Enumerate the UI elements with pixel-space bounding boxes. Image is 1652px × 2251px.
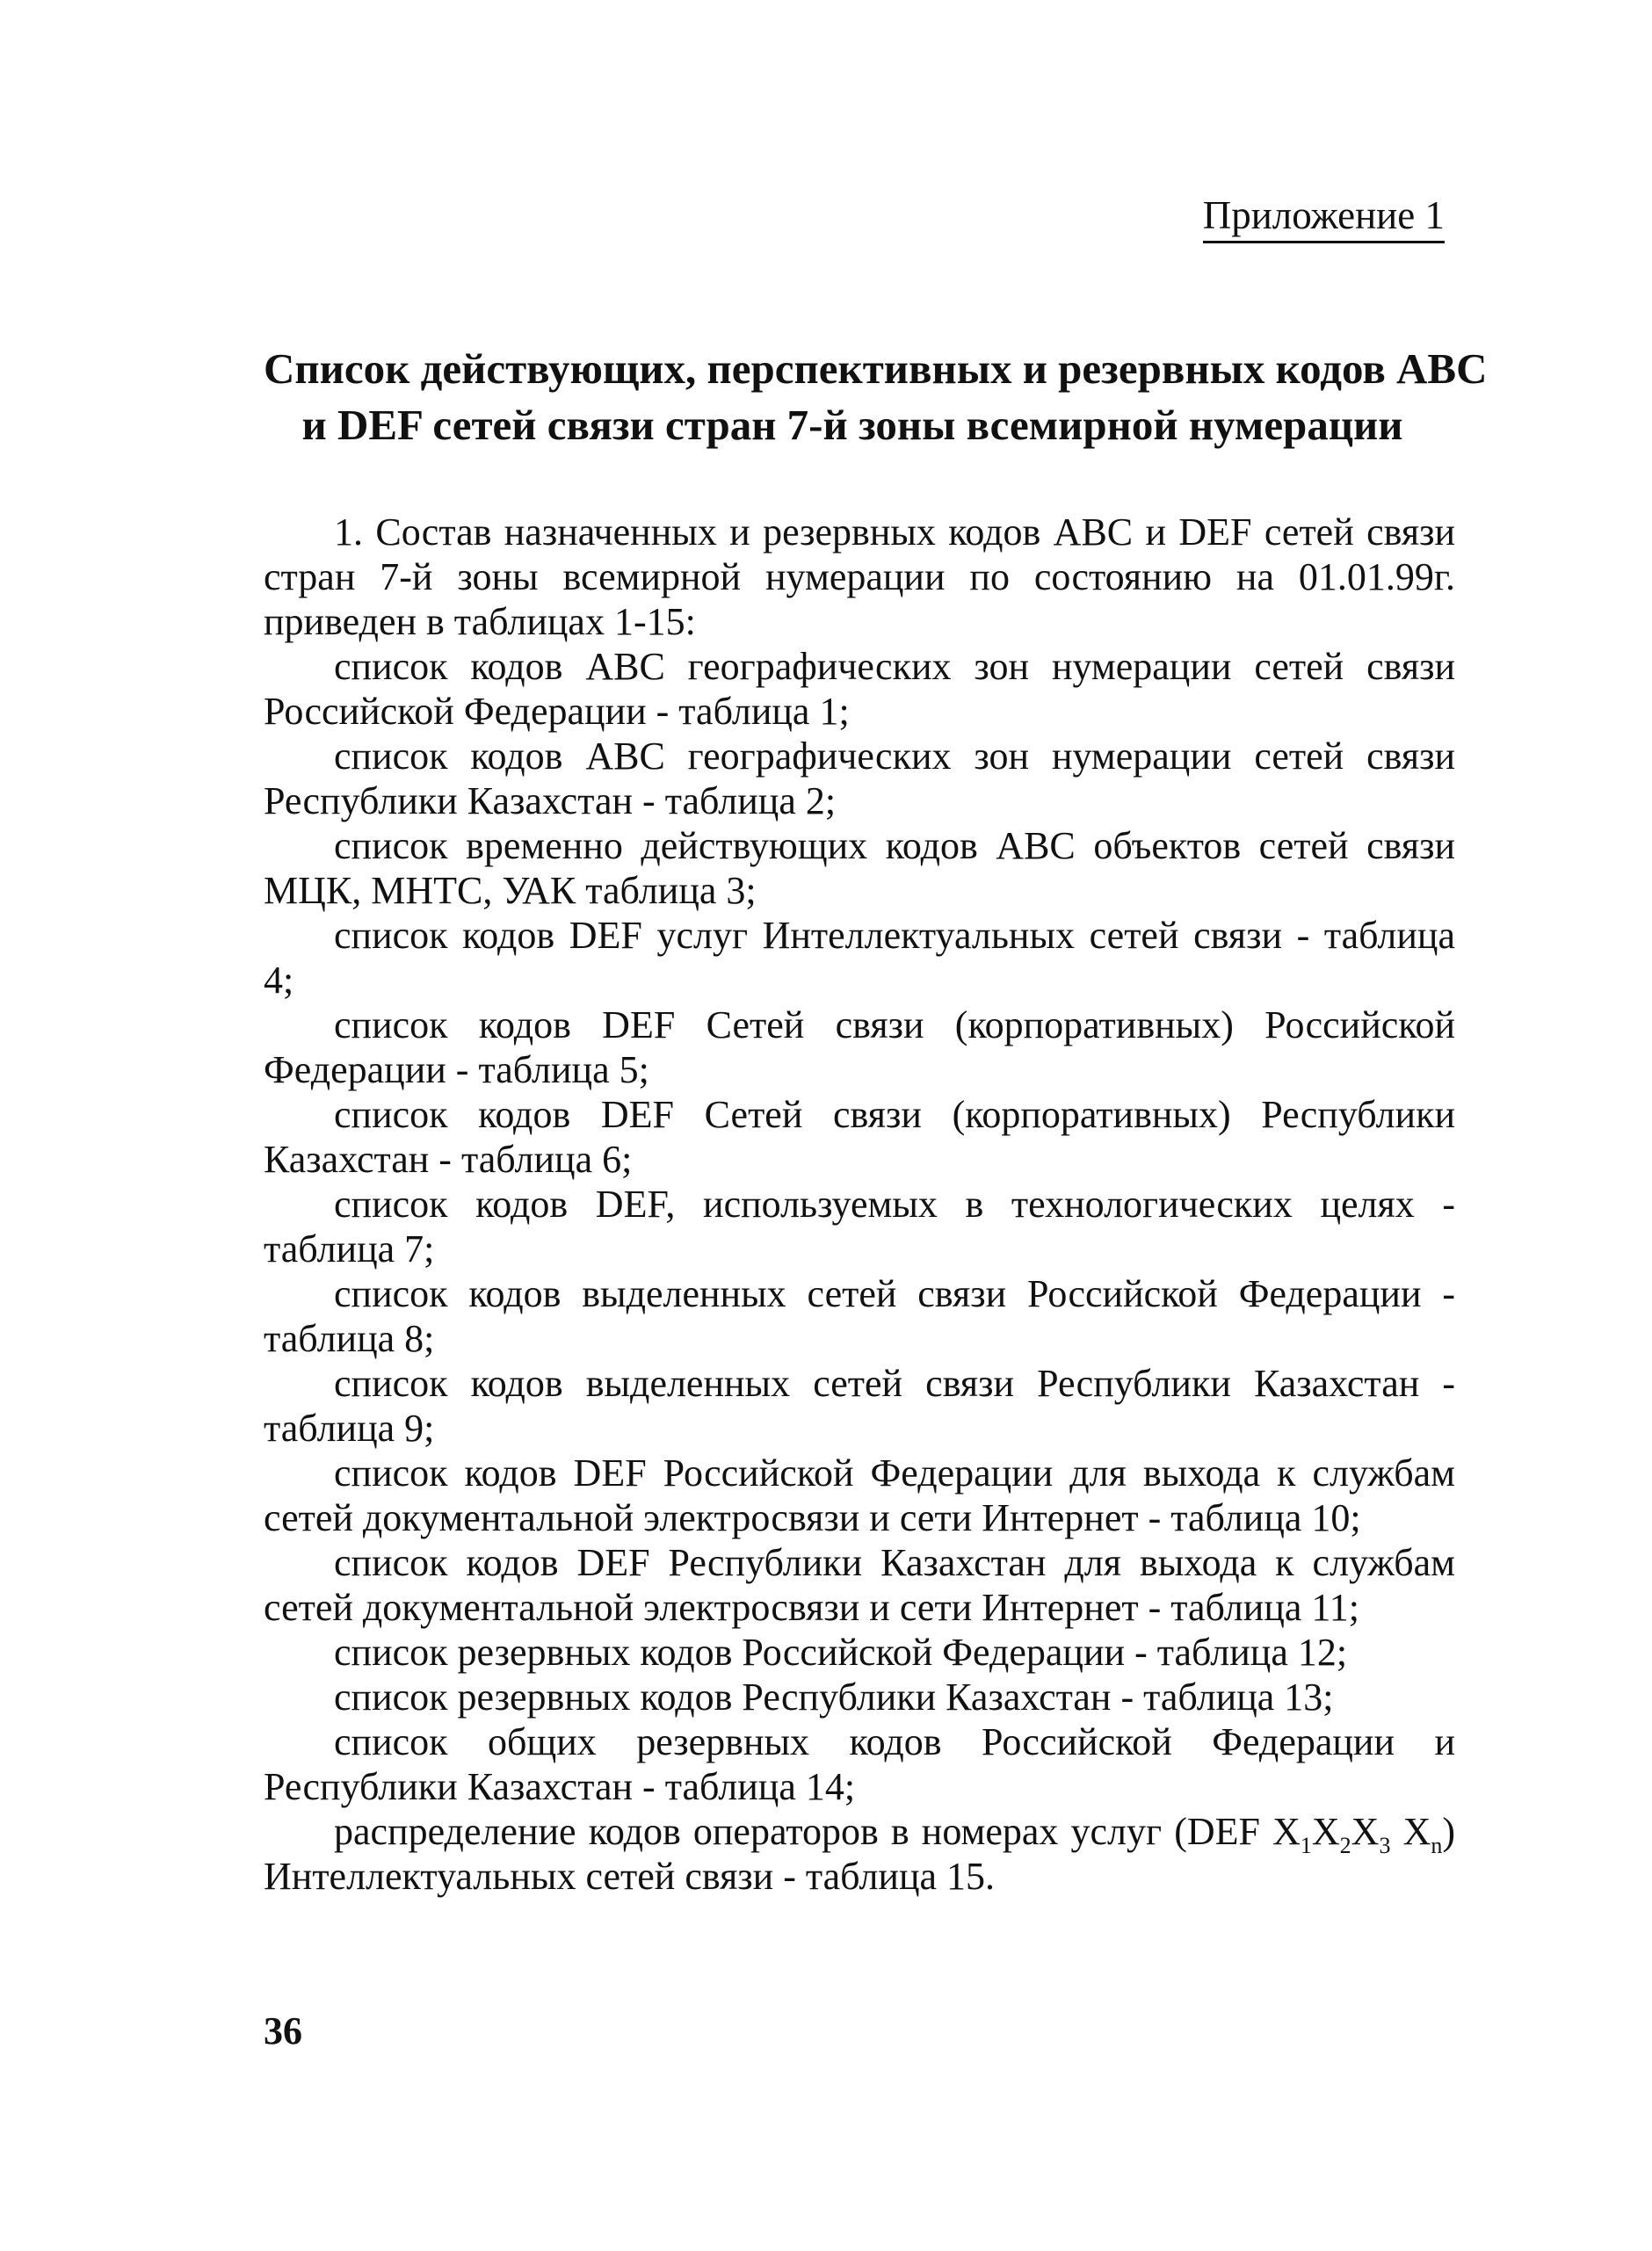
last-item-prefix: распределение кодов операторов в номерах услуг (DEF X bbox=[334, 1810, 1301, 1853]
list-item: список кодов DEF Республики Казахстан для выхода к службам сетей документальной электросвязи и сети Интернет - таблица 11; bbox=[264, 1541, 1455, 1629]
last-item-suffix: ) Интеллектуальных сетей связи - таблица 15. bbox=[264, 1810, 1455, 1898]
list-item: список кодов выделенных сетей связи Российской Федерации - таблица 8; bbox=[264, 1272, 1455, 1360]
title-line-1: Список действующих, перспективных и резервных кодов ABC bbox=[264, 344, 1488, 393]
subscript-3: 3 bbox=[1379, 1832, 1391, 1858]
list-item: список кодов DEF услуг Интеллектуальных сетей связи - таблица 4; bbox=[264, 914, 1455, 1002]
document-body bbox=[264, 510, 1455, 1899]
list-item: список кодов DEF Сетей связи (корпоративных) Российской Федерации - таблица 5; bbox=[264, 1003, 1455, 1091]
var-x3: X bbox=[1351, 1810, 1380, 1853]
list-item: список резервных кодов Республики Казахстан - таблица 13; bbox=[334, 1676, 1334, 1719]
page-number: 36 bbox=[264, 2009, 302, 2052]
list-item: список кодов DEF Сетей связи (корпоративных) Республики Казахстан - таблица 6; bbox=[264, 1093, 1455, 1181]
subscript-2: 2 bbox=[1339, 1832, 1351, 1858]
intro-paragraph: 1. Состав назначенных и резервных кодов ABC и DEF сетей связи стран 7-й зоны всемирной нумерации по состоянию на 01.01.99г. приведен в таблицах 1-15: bbox=[264, 510, 1455, 643]
list-item: список общих резервных кодов Российской Федерации и Республики Казахстан - таблица 14; bbox=[264, 1720, 1455, 1808]
list-item-last bbox=[264, 1809, 1455, 1899]
var-x2: X bbox=[1311, 1810, 1340, 1853]
var-xn: X bbox=[1390, 1810, 1431, 1853]
list-item: список кодов ABC географических зон нумерации сетей связи Республики Казахстан - таблица 2; bbox=[264, 735, 1455, 822]
list-item: список кодов DEF Российской Федерации для выхода к службам сетей документальной электросвязи и сети Интернет - таблица 10; bbox=[264, 1451, 1455, 1539]
list-item: список резервных кодов Российской Федерации - таблица 12; bbox=[334, 1631, 1348, 1674]
list-item: список временно действующих кодов ABC объектов сетей связи МЦК, МНТС, УАК таблица 3; bbox=[264, 824, 1455, 912]
list-item: список кодов ABC географических зон нумерации сетей связи Российской Федерации - таблица 1; bbox=[264, 645, 1455, 733]
subscript-n: n bbox=[1431, 1832, 1443, 1858]
appendix-label: Приложение 1 bbox=[1203, 192, 1445, 243]
list-item: список кодов DEF, используемых в технологических целях - таблица 7; bbox=[264, 1183, 1455, 1270]
document-title bbox=[264, 341, 1488, 453]
list-item: список кодов выделенных сетей связи Республики Казахстан - таблица 9; bbox=[264, 1362, 1455, 1450]
title-line-2: и DEF сетей связи стран 7-й зоны всемирной нумерации bbox=[301, 401, 1403, 449]
subscript-1: 1 bbox=[1300, 1832, 1312, 1858]
